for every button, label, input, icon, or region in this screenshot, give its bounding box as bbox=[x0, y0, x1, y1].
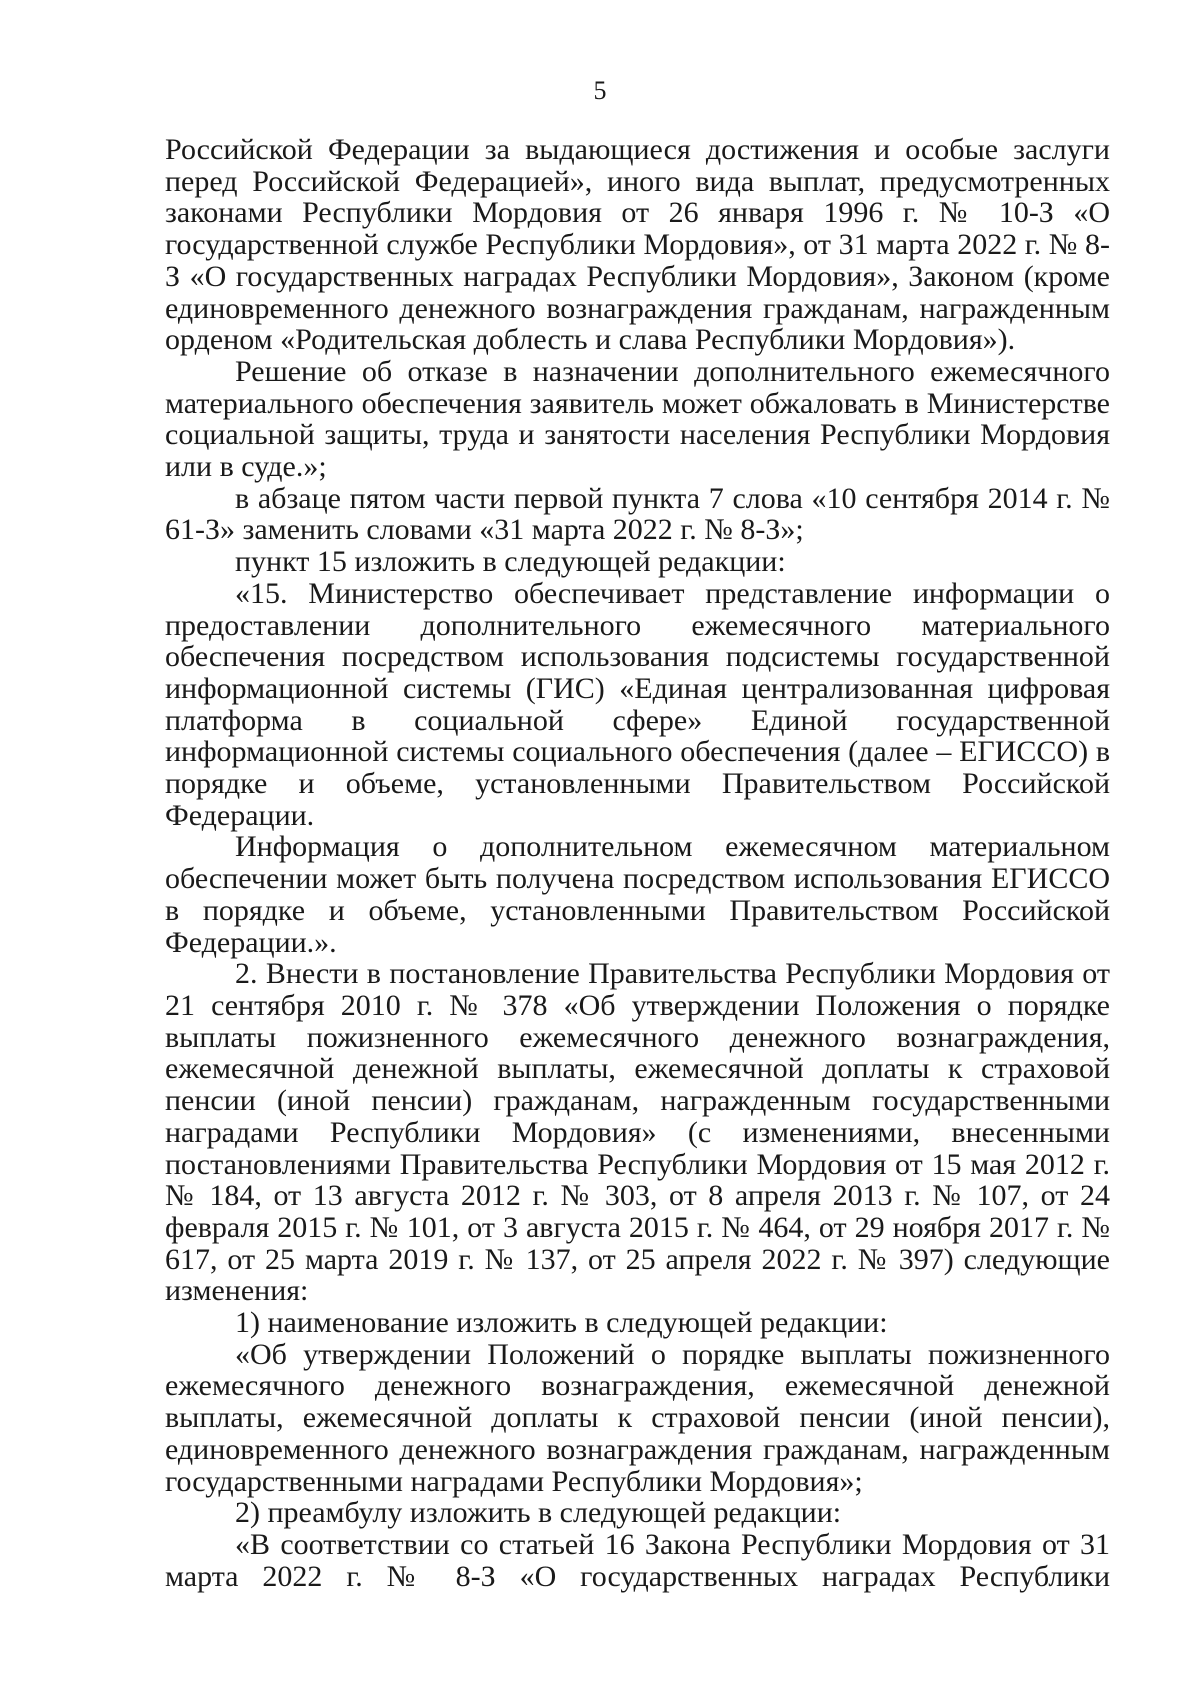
paragraph-continuation-awards: Российской Федерации за выдающиеся достижения и особые заслуги перед Российской Федерацией», иного вида выплат, предусмотренных законами Республики Мордовия от 26 января 1996 г. № 10-З «О государственной службе Республики Мордовия», от 31 марта 2022 г. № 8-З «О государственных наградах Республики Мордовия», Законом (кроме единовременного денежного вознаграждения гражданам, награжденным орденом «Родительская доблесть и слава Республики Мордовия»). bbox=[165, 133, 1110, 357]
paragraph-new-title: «Об утверждении Положений о порядке выплаты пожизненного ежемесячного денежного вознаграждения, ежемесячной денежной выплаты, ежемесячной доплаты к страховой пенсии (иной пенсии), единовременного денежного вознаграждения гражданам, награжденным государственными наградами Республики Мордовия»; bbox=[165, 1337, 1110, 1498]
paragraph-egisso-info: Информация о дополнительном ежемесячном материальном обеспечении может быть получена посредством использования ЕГИССО в порядке и объеме, установленными Правительством Российской Федерации.». bbox=[165, 830, 1110, 959]
paragraph-subitem-1-title: 1) наименование изложить в следующей редакции: bbox=[235, 1306, 888, 1340]
paragraph-point-15-text: «15. Министерство обеспечивает представление информации о предоставлении дополнительного ежемесячного материального обеспечения посредством использования подсистемы государственной информационной системы (ГИС) «Единая централизованная цифровая платформа в социальной сфере» Единой государственной информационной системы социального обеспечения (далее – ЕГИССО) в порядке и объеме, установленными Правительством Российской Федерации. bbox=[165, 576, 1110, 832]
paragraph-appeal-refusal: Решение об отказе в назначении дополнительного ежемесячного материального обеспечения заявитель может обжаловать в Министерстве социальной защиты, труда и занятости населения Республики Мордовия или в суде.»; bbox=[165, 354, 1110, 484]
paragraph-amend-point-7: в абзаце пятом части первой пункта 7 слова «10 сентября 2014 г. № 61-З» заменить словами «31 марта 2022 г. № 8-З»; bbox=[165, 481, 1110, 547]
paragraph-subitem-2-preamble: 2) преамбулу изложить в следующей редакции: bbox=[235, 1496, 842, 1530]
document-body bbox=[165, 134, 1110, 1592]
page-number: 5 bbox=[593, 76, 607, 105]
paragraph-item-2-amend-resolution: 2. Внести в постановление Правительства Республики Мордовия от 21 сентября 2010 г. № 378 «Об утверждении Положения о порядке выплаты пожизненного ежемесячного денежного вознаграждения, ежемесячной денежной выплаты, ежемесячной доплаты к страховой пенсии (иной пенсии) гражданам, награжденным государственными наградами Республики Мордовия» (с изменениями, внесенными постановлениями Правительства Республики Мордовия от 15 мая 2012 г. № 184, от 13 августа 2012 г. № 303, от 8 апреля 2013 г. № 107, от 24 февраля 2015 г. № 101, от 3 августа 2015 г. № 464, от 29 ноября 2017 г. № 617, от 25 марта 2019 г. № 137, от 25 апреля 2022 г. № 397) следующие изменения: bbox=[165, 957, 1110, 1308]
paragraph-preamble-text: «В соответствии со статьей 16 Закона Республики Мордовия от 31 марта 2022 г. № 8-З «О государственных наградах Республики bbox=[165, 1527, 1110, 1593]
paragraph-point-15-heading: пункт 15 изложить в следующей редакции: bbox=[235, 545, 786, 579]
